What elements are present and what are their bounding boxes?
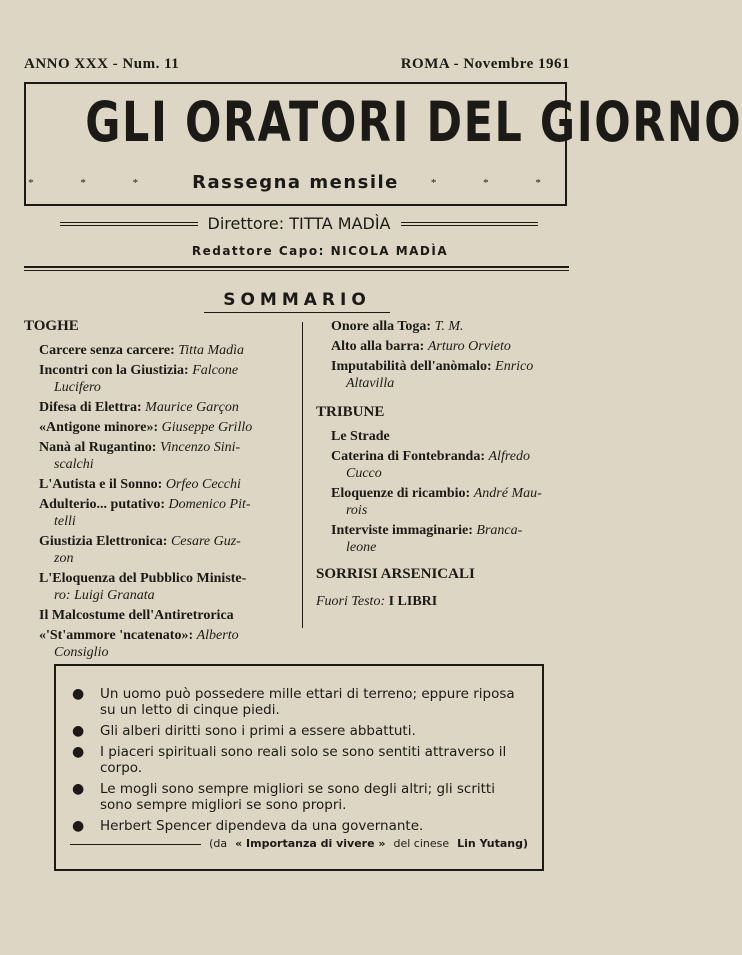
item-author: Orfeo Cecchi xyxy=(165,477,241,492)
bullet-icon: ● xyxy=(72,781,85,797)
quote-item xyxy=(72,744,528,776)
item-author-cont: zon xyxy=(54,551,74,566)
item-title: L'Autista e il Sonno: xyxy=(39,477,163,492)
magazine-title: GLI ORATORI DEL GIORNO xyxy=(85,90,742,154)
summary-item xyxy=(39,399,286,416)
item-title: «Antigone minore»: xyxy=(39,420,159,435)
bullet-icon: ● xyxy=(72,723,85,739)
source-mid: del cinese xyxy=(393,837,450,850)
toghe-list xyxy=(24,342,286,661)
item-title: Le Strade xyxy=(331,429,390,444)
issue-header xyxy=(24,56,570,73)
summary-left-column xyxy=(24,318,286,664)
item-author: Domenico Pit- xyxy=(168,497,251,512)
summary-item xyxy=(331,448,578,482)
summary-item xyxy=(39,627,286,661)
section-toghe: TOGHE xyxy=(24,318,79,334)
header-divider xyxy=(24,266,569,271)
item-title: Difesa di Elettra: xyxy=(39,400,142,415)
right-top-list xyxy=(316,318,578,392)
quote-text: Un uomo può possedere mille ettari di terreno; eppure riposa su un letto di cinque piedi. xyxy=(100,686,515,718)
item-author: Branca- xyxy=(476,523,523,538)
item-author: Alfredo xyxy=(488,449,530,464)
section-sorrisi: SORRISI ARSENICALI xyxy=(316,566,475,582)
summary-item xyxy=(331,428,578,445)
director: Direttore: TITTA MADÌA xyxy=(207,214,391,233)
quote-item xyxy=(72,781,528,813)
tribune-list xyxy=(316,428,578,556)
item-author-cont: Consiglio xyxy=(54,645,109,660)
quote-text: Gli alberi diritti sono i primi a essere abbattuti. xyxy=(100,723,416,739)
item-title: Onore alla Toga: xyxy=(331,319,432,334)
summary-item xyxy=(39,439,286,473)
item-author: Alberto xyxy=(196,628,239,643)
quote-text: Herbert Spencer dipendeva da una governante. xyxy=(100,818,424,834)
fuori-testo xyxy=(316,593,578,610)
source-author: Lin Yutang) xyxy=(457,837,528,850)
summary-item xyxy=(39,607,286,624)
summary-underline xyxy=(204,312,390,313)
source-rule xyxy=(70,844,201,845)
item-author: Maurice Garçon xyxy=(145,400,239,415)
item-author: T. M. xyxy=(434,319,464,334)
item-author: André Mau- xyxy=(473,486,542,501)
source-pre: (da xyxy=(209,837,228,850)
item-title: «'St'ammore 'ncatenato»: xyxy=(39,628,194,643)
summary-item xyxy=(39,570,286,604)
rule-right xyxy=(401,222,539,226)
summary-item xyxy=(39,419,286,436)
summary-item xyxy=(39,496,286,530)
item-author: Titta Madìa xyxy=(178,343,245,358)
item-author: Falcone xyxy=(192,363,239,378)
item-author: Giuseppe Grillo xyxy=(161,420,253,435)
quote-source xyxy=(70,836,528,852)
summary-item xyxy=(331,358,578,392)
section-tribune: TRIBUNE xyxy=(316,404,385,420)
summary-item xyxy=(39,533,286,567)
summary-heading: SOMMARIO xyxy=(223,290,371,310)
bullet-icon: ● xyxy=(72,686,85,702)
bullet-icon: ● xyxy=(72,744,85,760)
summary-item xyxy=(39,342,286,359)
summary-item xyxy=(39,476,286,493)
quotes-list xyxy=(72,686,528,839)
item-title: Eloquenze di ricambio: xyxy=(331,486,471,501)
rule-left xyxy=(60,222,198,226)
subtitle-row xyxy=(26,172,565,193)
issue-number: ANNO XXX - Num. 11 xyxy=(24,56,180,72)
fuori-label: Fuori Testo: xyxy=(316,594,386,609)
item-author: Vincenzo Sini- xyxy=(159,440,241,455)
item-title: Caterina di Fontebranda: xyxy=(331,449,485,464)
fuori-title: I LIBRI xyxy=(388,594,438,609)
item-title: Il Malcostume dell'Antiretrorica xyxy=(39,608,234,623)
stars-right: * * * xyxy=(430,176,563,189)
item-author-cont: Cucco xyxy=(346,466,382,481)
summary-item xyxy=(331,338,578,355)
editor-in-chief: Redattore Capo: NICOLA MADÌA xyxy=(191,244,449,258)
column-divider xyxy=(302,322,303,628)
item-author-cont: Lucifero xyxy=(54,380,101,395)
subtitle: Rassegna mensile xyxy=(192,172,399,193)
quote-text: Le mogli sono sempre migliori se sono degli altri; gli scritti sono sempre migliori se sono propri. xyxy=(100,781,495,813)
item-author-cont: ro: Luigi Granata xyxy=(54,588,155,603)
item-title: Giustizia Elettronica: xyxy=(39,534,168,549)
item-title: Carcere senza carcere: xyxy=(39,343,175,358)
item-title: Incontri con la Giustizia: xyxy=(39,363,189,378)
item-title: Adulterio... putativo: xyxy=(39,497,165,512)
item-author-cont: Altavilla xyxy=(346,376,395,391)
source-book: « Importanza di vivere » xyxy=(235,837,386,850)
item-title: Interviste immaginarie: xyxy=(331,523,473,538)
item-author-cont: scalchi xyxy=(54,457,94,472)
quotes-box xyxy=(54,664,544,871)
summary-right-column xyxy=(316,318,578,610)
quote-item xyxy=(72,818,528,834)
item-author: Cesare Guz- xyxy=(170,534,241,549)
quote-item xyxy=(72,686,528,718)
item-title: Imputabilità dell'anòmalo: xyxy=(331,359,492,374)
item-title: Alto alla barra: xyxy=(331,339,425,354)
item-author-cont: telli xyxy=(54,514,76,529)
director-row xyxy=(60,214,538,233)
item-author-cont: leone xyxy=(346,540,377,555)
item-title: Nanà al Rugantino: xyxy=(39,440,157,455)
item-author-cont: rois xyxy=(346,503,368,518)
quote-text: I piaceri spirituali sono reali solo se sono sentiti attraverso il corpo. xyxy=(100,744,507,776)
item-title: L'Eloquenza del Pubblico Ministe- xyxy=(39,571,247,586)
summary-item xyxy=(331,485,578,519)
masthead xyxy=(24,82,742,206)
summary-item xyxy=(331,318,578,335)
stars-left: * * * xyxy=(28,176,161,189)
bullet-icon: ● xyxy=(72,818,85,834)
quote-item xyxy=(72,723,528,739)
place-date: ROMA - Novembre 1961 xyxy=(400,56,570,72)
summary-item xyxy=(39,362,286,396)
item-author: Arturo Orvieto xyxy=(427,339,511,354)
item-author: Enrico xyxy=(495,359,534,374)
summary-item xyxy=(331,522,578,556)
